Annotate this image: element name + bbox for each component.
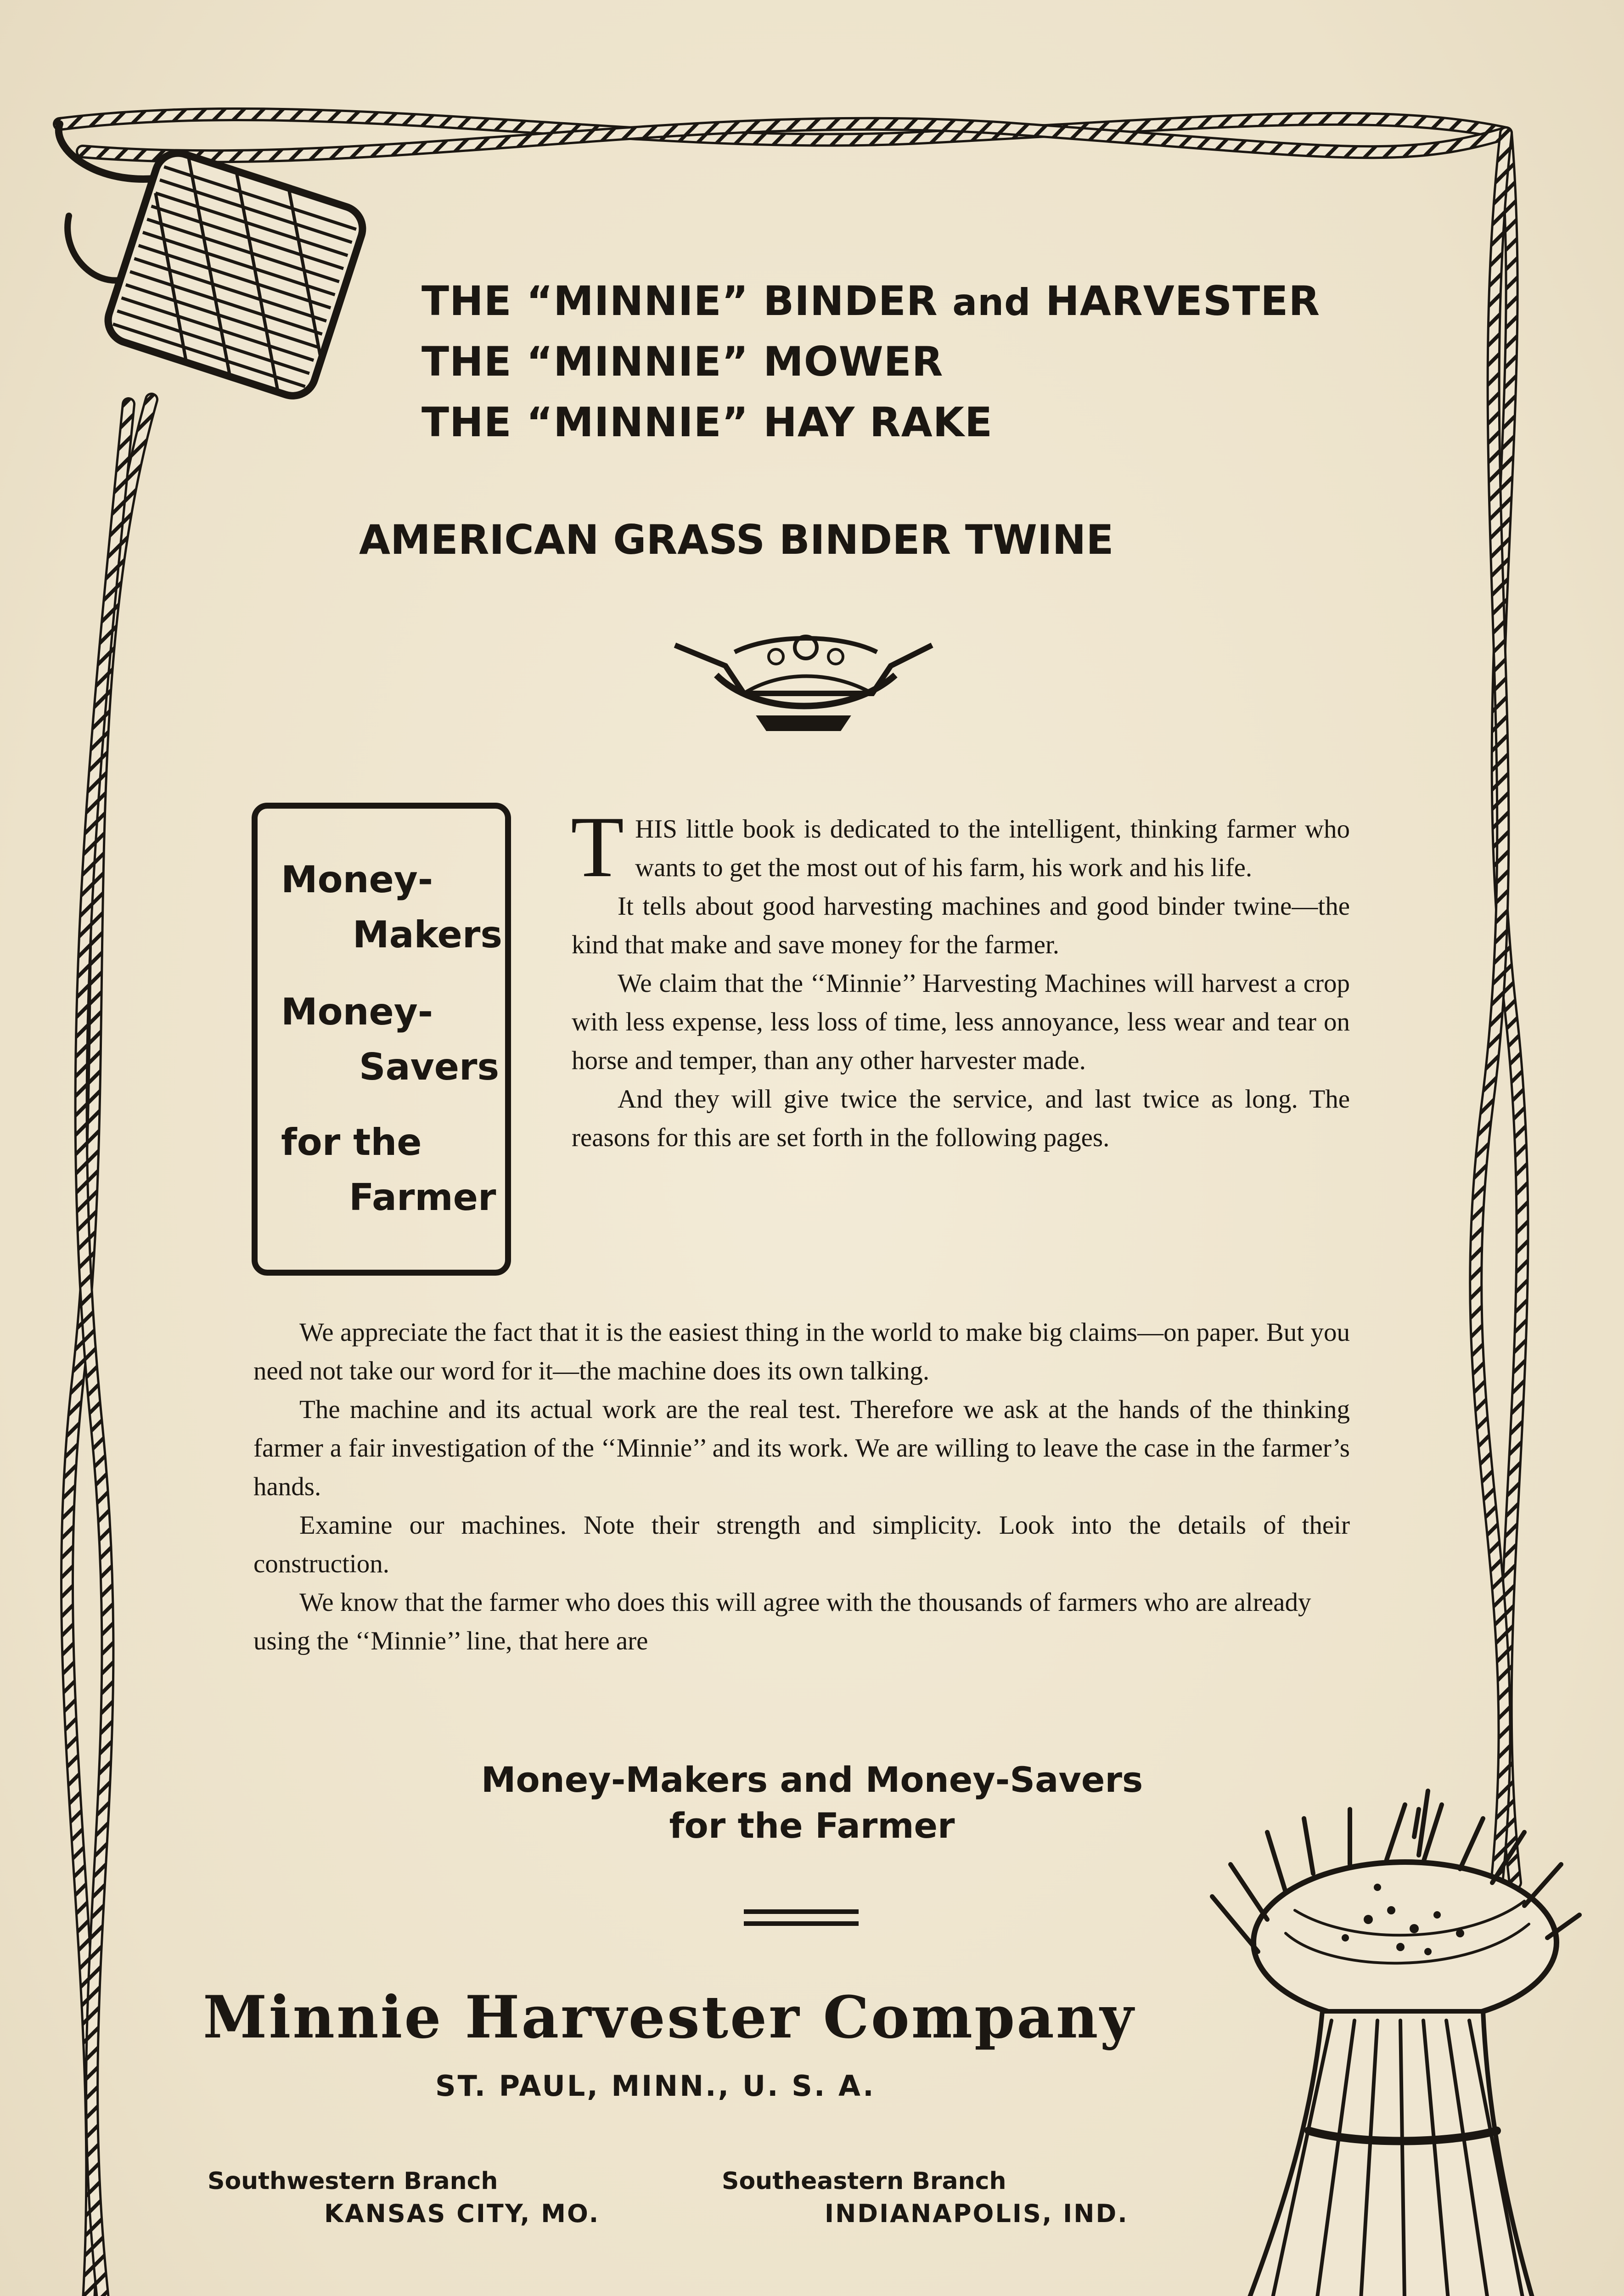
sidebar-line2: Makers <box>353 913 502 956</box>
company-name: Minnie Harvester Company <box>203 1983 1135 2051</box>
slogan-line1: Money-Makers and Money-Savers <box>481 1759 1143 1800</box>
paragraph-5: We appreciate the fact that it is the easiest thing in the world to make big claims—on paper. But you need not take our word for it—the machine does its own talking. <box>253 1318 1350 1385</box>
slogan-line2: for the Farmer <box>669 1805 955 1846</box>
body-top-column <box>571 799 1350 1157</box>
heading-line1-tail: HARVESTER <box>1045 277 1321 325</box>
sidebar-line3: Money- <box>281 990 433 1033</box>
company-city: ST. PAUL, MINN., U. S. A. <box>435 2069 876 2103</box>
heading-hay-rake: THE “MINNIE” HAY RAKE <box>421 399 993 446</box>
branch-se-label: Southeastern Branch <box>722 2167 1006 2195</box>
paragraph-7: Examine our machines. Note their strength and simplicity. Look into the details of their construction. <box>253 1511 1350 1578</box>
paragraph-1 <box>571 799 1350 895</box>
drop-cap: T <box>571 799 624 895</box>
paragraph-2: It tells about good harvesting machines and good binder twine—the kind that make and save money for the farmer. <box>572 892 1350 959</box>
paragraph-8: We know that the farmer who does this will agree with the thousands of farmers who are already using the ‘‘Minnie’’ line, that here are <box>253 1588 1311 1655</box>
heading-line1-and: and <box>952 281 1031 324</box>
divider-bottom <box>744 1921 859 1926</box>
sidebar-line5: for the <box>281 1121 422 1164</box>
paragraph-3: We claim that the ‘‘Minnie’’ Harvesting Machines will harvest a crop with less expense, less loss of time, less annoyance, less wear and tear on horse and temper, than any other harvester made. <box>572 969 1350 1075</box>
body-full-column <box>253 1313 1350 1660</box>
paragraph-4: And they will give twice the service, and last twice as long. The reasons for this are set forth in the following pages. <box>572 1085 1350 1152</box>
sidebar-line6: Farmer <box>349 1176 496 1219</box>
sidebar-line4: Savers <box>359 1046 500 1088</box>
branch-sw-label: Southwestern Branch <box>208 2167 498 2195</box>
paragraph-6: The machine and its actual work are the real test. Therefore we ask at the hands of the thinking farmer a fair investigation of the ‘‘Minnie’’ and its work. We are willing to leave the case in the farmer’s hands. <box>253 1395 1350 1501</box>
heading-mower: THE “MINNIE” MOWER <box>421 338 944 385</box>
paragraph-1-text: HIS little book is dedicated to the intelligent, thinking farmer who wants to get the most out of his farm, his work and his life. <box>635 815 1350 882</box>
branch-se-city: INDIANAPOLIS, IND. <box>825 2199 1129 2228</box>
heading-binder-harvester <box>421 277 1321 325</box>
heading-binder-twine: AMERICAN GRASS BINDER TWINE <box>359 516 1114 563</box>
heading-line1: THE “MINNIE” BINDER <box>421 277 938 325</box>
sidebar-line1: Money- <box>281 858 433 901</box>
branch-sw-city: KANSAS CITY, MO. <box>324 2199 600 2228</box>
divider-top <box>744 1909 859 1914</box>
